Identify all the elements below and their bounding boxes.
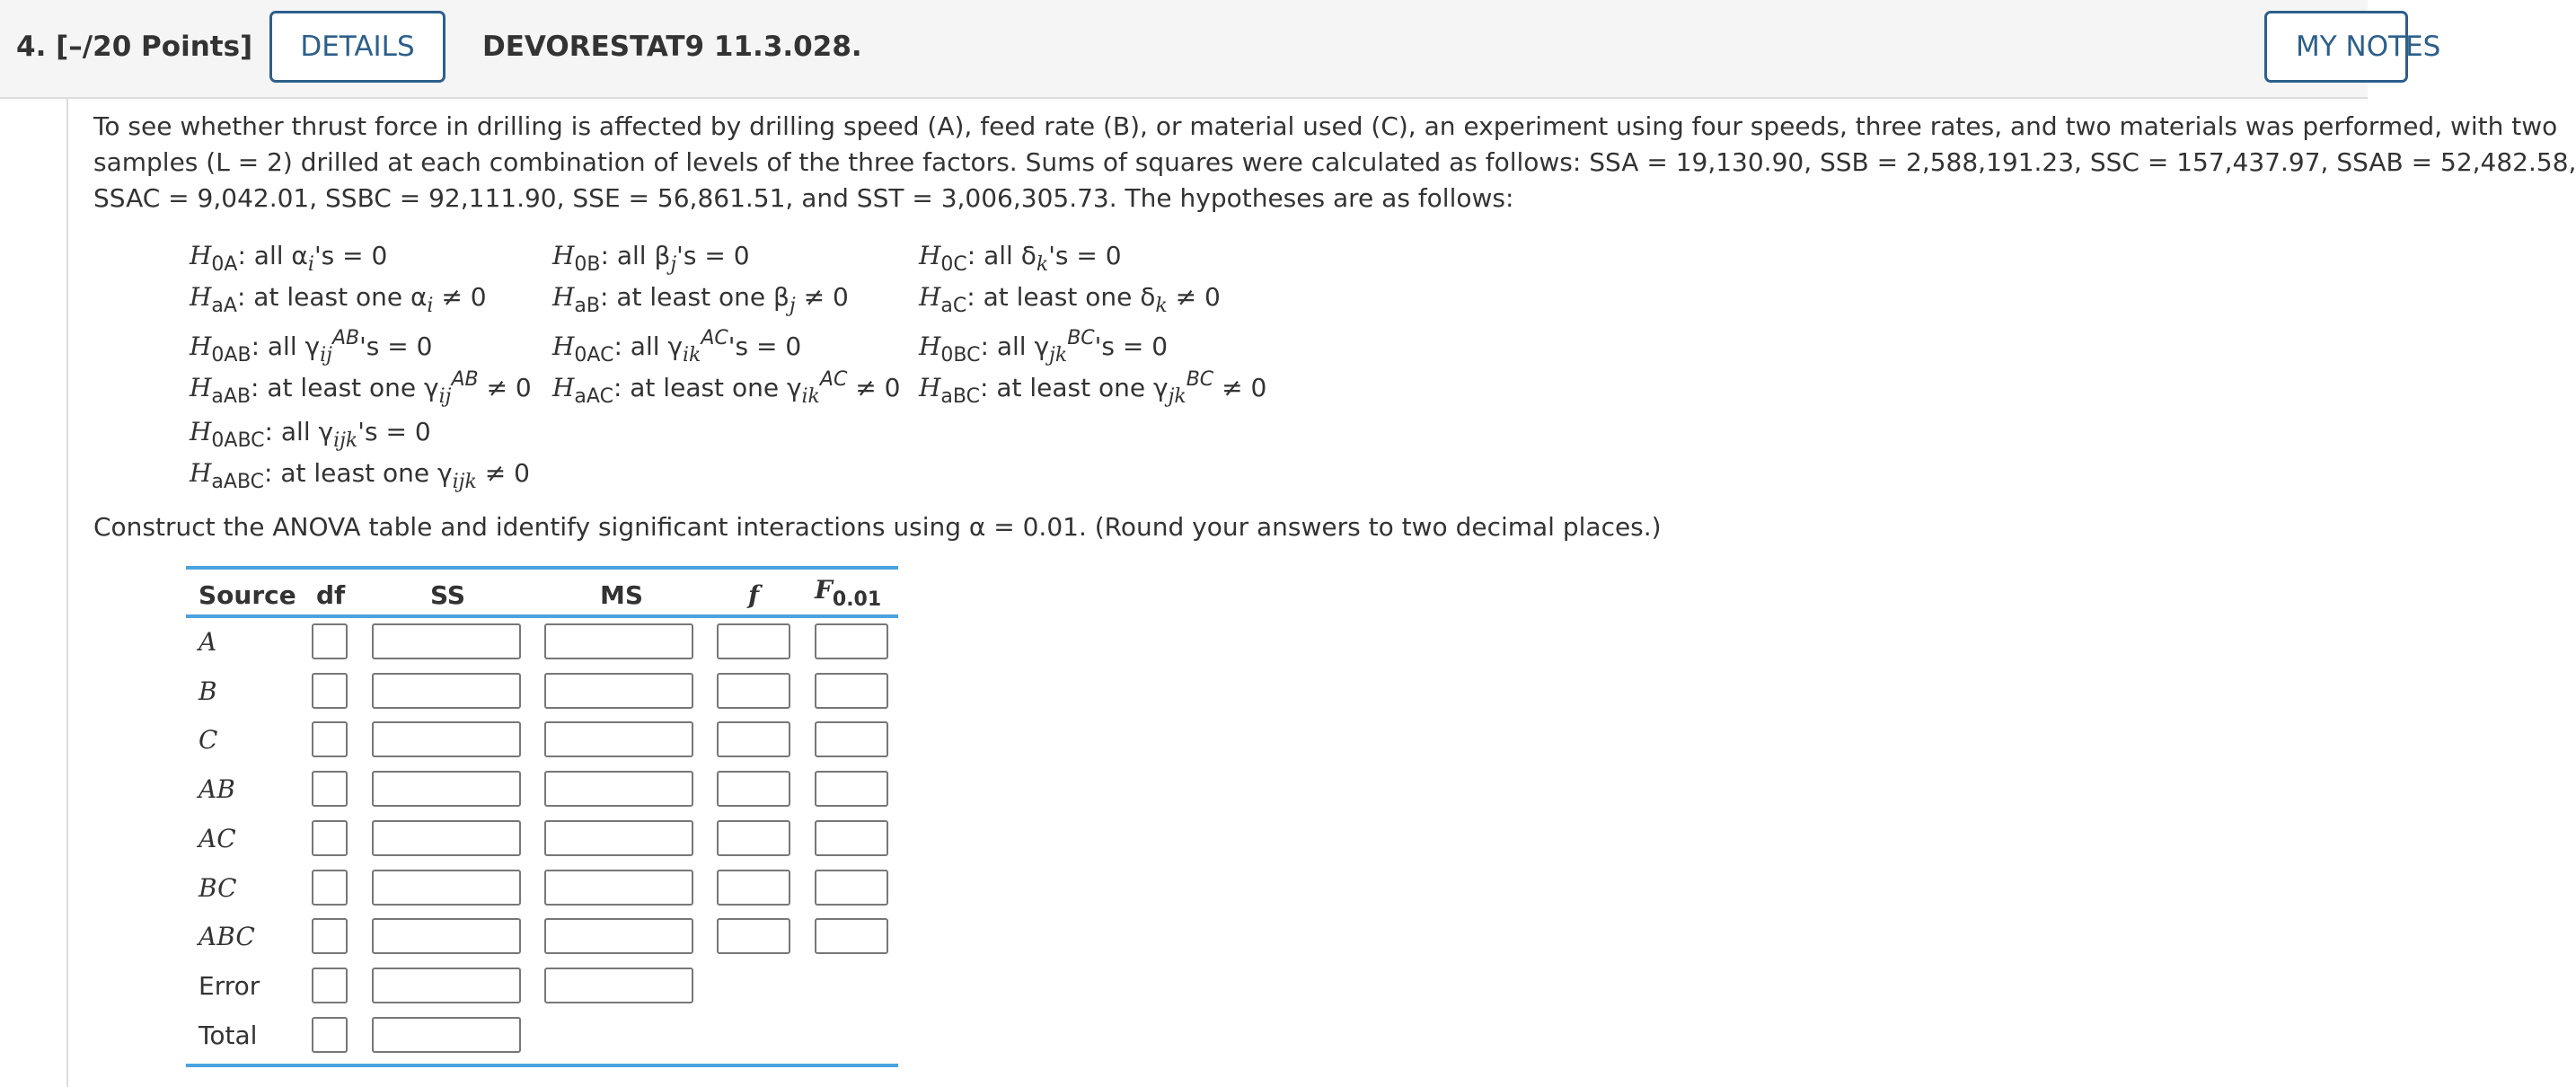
row-label-c: C [198,725,218,755]
hypothesis-subscript: 0AB [211,344,251,367]
details-button[interactable]: DETAILS [269,11,446,83]
input-ss-a[interactable] [372,623,521,659]
input-ms-ac[interactable] [544,820,693,856]
hypothesis-superscript: AB [331,327,360,349]
hypothesis-statement: : at least one δ [966,282,1156,312]
input-fcrit-b[interactable] [815,673,888,709]
instruction-text: Construct the ANOVA table and identify significant interactions using α = 0.01. (Round your answers to two decimal places.) [93,512,1662,542]
hypothesis-subscript: 0BC [940,344,981,367]
hypothesis-superscript: AC [819,368,848,391]
input-ms-error[interactable] [544,968,693,1003]
hypothesis-symbol: H [552,282,575,312]
input-fcrit-c[interactable] [815,721,888,757]
hypothesis-symbol: H [552,241,575,270]
hypothesis-statement: : all β [600,241,671,270]
hypothesis-symbol: H [190,417,212,446]
input-df-error[interactable] [312,968,348,1003]
hypothesis-statement: : all γ [264,417,334,446]
hypothesis-index: ik [682,344,701,367]
question-number: 4. [–/20 Points] [16,31,253,63]
hypothesis-index: k [1036,253,1049,276]
input-fcrit-a[interactable] [815,623,888,659]
hypothesis-subscript: aBC [940,385,980,408]
input-fcrit-abc[interactable] [815,918,888,954]
hypothesis-0BC [919,327,1168,367]
hypothesis-index: k [1155,295,1168,317]
hypothesis-0AB [190,327,432,367]
hypothesis-symbol: H [552,331,575,361]
prompt-line-1: To see whether thrust force in drilling is affected by drilling speed (A), feed rate (B), or material used (C), an experiment using four speeds, three rates, and two materials was performed, with two [93,111,2558,141]
hypothesis-tail: ≠ 0 [478,373,532,402]
input-df-a[interactable] [312,623,348,659]
hypothesis-tail: ≠ 0 [1167,282,1221,312]
input-ms-ab[interactable] [544,771,693,807]
input-df-total[interactable] [312,1017,348,1053]
table-header-rule [186,614,898,618]
hypothesis-symbol: H [919,241,941,270]
input-ss-error[interactable] [372,968,521,1003]
header-fcrit-sub: 0.01 [832,588,882,611]
hypothesis-subscript: 0C [940,253,967,276]
hypothesis-tail: ≠ 0 [795,282,849,312]
hypothesis-index: i [307,253,314,276]
hypothesis-index: i [427,295,434,317]
input-fcrit-ac[interactable] [815,820,888,856]
hypothesis-statement: : all γ [980,331,1050,361]
hypothesis-index: ij [438,385,452,408]
input-fcrit-bc[interactable] [815,870,888,906]
hypothesis-symbol: H [552,373,575,402]
input-ss-abc[interactable] [372,918,521,954]
hypothesis-subscript: 0B [574,253,601,276]
hypothesis-tail: 's = 0 [1094,331,1169,361]
input-ms-a[interactable] [544,623,693,659]
hypothesis-statement: : all γ [251,331,321,361]
hypothesis-tail: ≠ 0 [1213,373,1267,402]
hypothesis-symbol: H [190,331,212,361]
header-f: f [748,580,760,610]
input-f-abc[interactable] [717,918,790,954]
hypothesis-statement: : all δ [966,241,1037,270]
hypothesis-statement: : at least one α [236,282,428,312]
hypothesis-aAC [552,368,900,408]
input-f-ac[interactable] [717,820,790,856]
input-ss-ac[interactable] [372,820,521,856]
hypothesis-subscript: aAB [211,385,251,408]
hypothesis-statement: : at least one γ [251,373,439,402]
hypothesis-symbol: H [919,331,941,361]
hypothesis-index: j [789,295,796,317]
input-df-abc[interactable] [312,918,348,954]
row-label-ac: AC [198,824,236,853]
hypothesis-tail: 's = 0 [357,417,431,446]
input-f-b[interactable] [717,673,790,709]
hypothesis-statement: : at least one γ [613,373,802,402]
hypothesis-index: ik [801,385,820,408]
input-f-a[interactable] [717,623,790,659]
hypothesis-symbol: H [919,373,941,402]
my-notes-button[interactable]: MY NOTES [2264,11,2408,83]
question-code: DEVORESTAT9 11.3.028. [482,31,862,63]
hypothesis-subscript: aC [940,295,967,317]
hypothesis-index: ij [320,344,332,367]
header-ss: SS [430,580,466,610]
content-left-rule [66,99,68,1087]
hypothesis-tail: 's = 0 [728,331,802,361]
hypothesis-aB [552,282,849,317]
hypothesis-symbol: H [919,282,941,312]
hypothesis-tail: 's = 0 [313,241,388,270]
prompt-line-2: samples (L = 2) drilled at each combination of levels of the three factors. Sums of squares were calculated as follows: SSA = 19,130.90, SSB = 2,588,191.23, SSC = 157,437.97, SSAB = 52,482.58, [93,147,2576,177]
hypothesis-subscript: aABC [211,471,265,493]
input-fcrit-ab[interactable] [815,771,888,807]
hypothesis-index: jk [1049,344,1068,367]
hypothesis-0A [190,241,387,276]
anova-table [186,566,898,1067]
input-ms-abc[interactable] [544,918,693,954]
hypothesis-aAB [190,368,532,408]
input-ss-b[interactable] [372,673,521,709]
header-ms: MS [600,580,644,610]
header-fcrit-letter: F [815,575,833,605]
input-df-b[interactable] [312,673,348,709]
hypothesis-0C [919,241,1122,276]
row-label-total: Total [198,1021,258,1050]
hypothesis-statement: : at least one β [600,282,790,312]
hypothesis-aC [919,282,1221,317]
row-label-ab: AB [198,774,235,804]
row-label-bc: BC [198,873,237,903]
input-df-bc[interactable] [312,870,348,906]
row-label-b: B [198,676,217,706]
input-ss-bc[interactable] [372,870,521,906]
input-ss-c[interactable] [372,721,521,757]
hypothesis-superscript: AC [701,327,728,349]
hypothesis-subscript: aB [574,295,600,317]
hypothesis-subscript: 0ABC [211,429,265,452]
input-df-ac[interactable] [312,820,348,856]
prompt-line-3: SSAC = 9,042.01, SSBC = 92,111.90, SSE = 56,861.51, and SST = 3,006,305.73. The hypotheses are as follows: [93,183,1514,213]
header-source: Source [198,580,296,610]
hypothesis-subscript: aA [211,295,237,317]
input-ss-ab[interactable] [372,771,521,807]
hypothesis-index: jk [1168,385,1187,408]
hypothesis-symbol: H [190,373,212,402]
hypothesis-tail: ≠ 0 [847,373,901,402]
hypothesis-tail: 's = 0 [676,241,750,270]
hypothesis-symbol: H [190,241,212,270]
row-label-abc: ABC [198,922,255,951]
input-ss-total[interactable] [372,1017,521,1053]
question-header [0,0,2441,99]
hypothesis-0B [552,241,750,276]
row-label-a: A [198,627,217,657]
hypothesis-subscript: 0AC [574,344,614,367]
input-ms-b[interactable] [544,673,693,709]
hypothesis-index: ijk [452,471,477,493]
hypothesis-index: j [670,253,677,276]
hypothesis-index: ijk [333,429,358,452]
header-fcrit [815,575,881,611]
hypothesis-statement: : all α [237,241,308,270]
hypothesis-superscript: BC [1186,368,1214,391]
hypothesis-aABC [190,458,530,493]
hypothesis-tail: ≠ 0 [433,282,487,312]
hypothesis-subscript: 0A [211,253,238,276]
hypothesis-statement: : at least one γ [979,373,1169,402]
input-ms-bc[interactable] [544,870,693,906]
hypothesis-aA [190,282,487,317]
hypothesis-aBC [919,368,1266,408]
input-f-c[interactable] [717,721,790,757]
header-df: df [316,580,346,610]
hypothesis-0ABC [190,417,431,452]
hypothesis-tail: 's = 0 [1048,241,1122,270]
input-df-c[interactable] [312,721,348,757]
row-label-error: Error [198,971,260,1001]
hypothesis-tail: ≠ 0 [476,458,530,488]
input-f-ab[interactable] [717,771,790,807]
input-df-ab[interactable] [312,771,348,807]
table-top-rule [186,566,898,570]
hypothesis-subscript: aAC [574,385,613,408]
hypothesis-superscript: BC [1067,327,1095,349]
table-bottom-rule [186,1064,898,1067]
hypothesis-symbol: H [190,282,212,312]
hypothesis-0AC [552,327,801,367]
hypothesis-superscript: AB [451,368,479,391]
hypothesis-statement: : all γ [613,331,683,361]
input-f-bc[interactable] [717,870,790,906]
hypothesis-symbol: H [190,458,212,488]
input-ms-c[interactable] [544,721,693,757]
hypothesis-tail: 's = 0 [359,331,433,361]
hypothesis-statement: : at least one γ [264,458,453,488]
